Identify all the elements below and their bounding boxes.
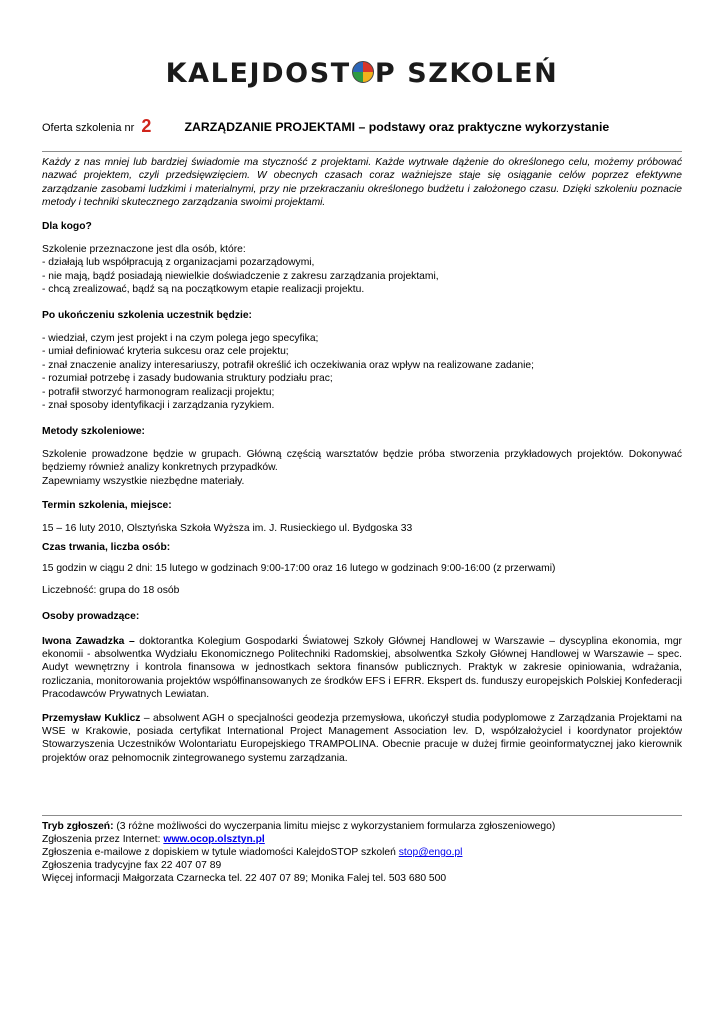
duration-text: 15 godzin w ciągu 2 dni: 15 lutego w godzinach 9:00-17:00 oraz 16 lutego w godzinach 9:00-16:00 (z przerwami) [42, 563, 556, 575]
group-size: Liczebność: grupa do 18 osób [42, 584, 180, 596]
trainers-heading: Osoby prowadzące: [42, 611, 140, 623]
trainer-description: – absolwent AGH o specjalności geodezja przemysłowa, ukończył studia podyplomowe z Zarządzania Projektami na WSE w Krakowie, posiada certyfikat International Project Management Association lev. D, współzałożyciel i koordynator projektów Stowarzyszenia Uczestników Wolontariatu Europejskiego TRAMPOLINA. Obecnie pracuje w dużej firmie geoinformatycznej jako kierownik projektów oraz pełnomocnik zintegrowanego systemu zarządzania. [42, 712, 682, 764]
trainer-description: doktorantka Kolegium Gospodarki Światowej Szkoły Głównej Handlowej w Warszawie – dyscyplina ekonomia, mgr ekonomii - absolwentka Wydziału Ekonomicznego Politechniki Radomskiej, absolwentka Szkoły Głównej Handlowej w Warszawie – spec. Audyt wewnętrzny i kontrola finansowa w jednostkach sektora finansów publicznych. Praktyk w zakresie opiniowania, wdrażania, rozliczania, monitorowania projektów współfinansowanych ze środków EFS i EFRR. Ekspert ds. funduszy europejskich Polskiej Konfederacji Pracodawców Prywatnych Lewiatan. [42, 635, 682, 701]
offer-title: ZARZĄDZANIE PROJEKTAMI – podstawy oraz praktyczne wykorzystanie [184, 120, 610, 134]
registration-footer [42, 820, 682, 885]
term-text: 15 – 16 luty 2010, Olsztyńska Szkoła Wyższa im. J. Rusieckiego ul. Bydgoska 33 [42, 522, 413, 534]
logo [0, 58, 724, 89]
internet-link[interactable]: www.ocop.olsztyn.pl [163, 834, 265, 845]
email-label: Zgłoszenia e-mailowe z dopiskiem w tytule wiadomości KalejdoSTOP szkoleń [42, 847, 399, 858]
list-item: - znał znaczenie analizy interesariuszy, potrafił określić ich oczekiwania oraz wpływ na realizowane zadanie; [42, 359, 535, 371]
list-item: - rozumiał potrzebę i zasady budowania struktury podziału prac; [42, 373, 333, 385]
offer-content [42, 156, 682, 765]
trainer-bio [42, 712, 682, 766]
list-item: - działają lub współpracują z organizacjami pozarządowymi, [42, 257, 315, 269]
header-divider [42, 151, 682, 152]
trainer-name: Przemysław Kuklicz [42, 712, 141, 724]
for-whom-lead: Szkolenie przeznaczone jest dla osób, które: [42, 244, 246, 256]
trainer-name: Iwona Zawadzka – [42, 635, 135, 647]
list-item: - potrafił stworzyć harmonogram realizacji projektu; [42, 386, 275, 398]
mode-text: (3 różne możliwości do wyczerpania limitu miejsc z wykorzystaniem formularza zgłoszeniowego) [113, 821, 556, 832]
logo-text-end: P SZKOLEŃ [374, 58, 559, 89]
list-item: - wiedział, czym jest projekt i na czym polega jego specyfika; [42, 333, 319, 345]
internet-label: Zgłoszenia przez Internet: [42, 834, 164, 845]
list-item: - nie mają, bądź posiadają niewielkie doświadczenie z zakresu zarządzania projektami, [42, 270, 439, 282]
email-line [42, 846, 682, 859]
methods-materials: Zapewniamy wszystkie niezbędne materiały. [42, 475, 245, 487]
methods-text: Szkolenie prowadzone będzie w grupach. Główną częścią warsztatów będzie próba stworzenia przykładowych projektów. Dokonywać będziemy również analizy konkretnych przypadków. [42, 448, 682, 474]
fax-line: Zgłoszenia tradycyjne fax 22 407 07 89 [42, 860, 222, 871]
offer-label: Oferta szkolenia nr [42, 122, 135, 134]
list-item: - znał sposoby identyfikacji i zarządzania ryzykiem. [42, 400, 275, 412]
info-line: Więcej informacji Małgorzata Czarnecka tel. 22 407 07 89; Monika Falej tel. 503 680 500 [42, 873, 447, 884]
offer-number: 2 [141, 116, 152, 136]
mode-line [42, 820, 682, 833]
logo-wheel-icon [352, 61, 374, 83]
email-link[interactable]: stop@engo.pl [398, 847, 463, 858]
trainer-bio [42, 635, 682, 702]
intro-text: Każdy z nas mniej lub bardziej świadomie ma styczność z projektami. Każde wytrwałe dążenie do określonego celu, możemy próbować nazwać projektem, czyli przedsięwzięciem. W obecnych czasach coraz ważniejsze staje się osiąganie celów poprzez efektywne zarządzanie zasobami ludzkimi i materialnymi, przy nie przekraczaniu określonego budżetu i założonego czasu. Dzięki szkoleniu poznacie metody i techniki skutecznego zarządzania swoimi projektami. [42, 157, 682, 209]
outcomes-list [42, 332, 682, 412]
term-heading: Termin szkolenia, miejsce: [42, 500, 172, 512]
list-item: - umiał definiować kryteria sukcesu oraz cele projektu; [42, 346, 289, 358]
methods-heading: Metody szkoleniowe: [42, 425, 145, 437]
internet-line [42, 833, 682, 846]
for-whom-heading: Dla kogo? [42, 220, 92, 232]
footer-divider [42, 815, 682, 816]
mode-label: Tryb zgłoszeń: [42, 821, 114, 832]
offer-header [42, 117, 682, 137]
outcomes-heading: Po ukończeniu szkolenia uczestnik będzie: [42, 309, 252, 321]
logo-text-start: KALEJDOST [165, 58, 351, 89]
duration-heading: Czas trwania, liczba osób: [42, 541, 171, 553]
list-item: - chcą zrealizować, bądź są na początkowym etapie realizacji projektu. [42, 284, 365, 296]
